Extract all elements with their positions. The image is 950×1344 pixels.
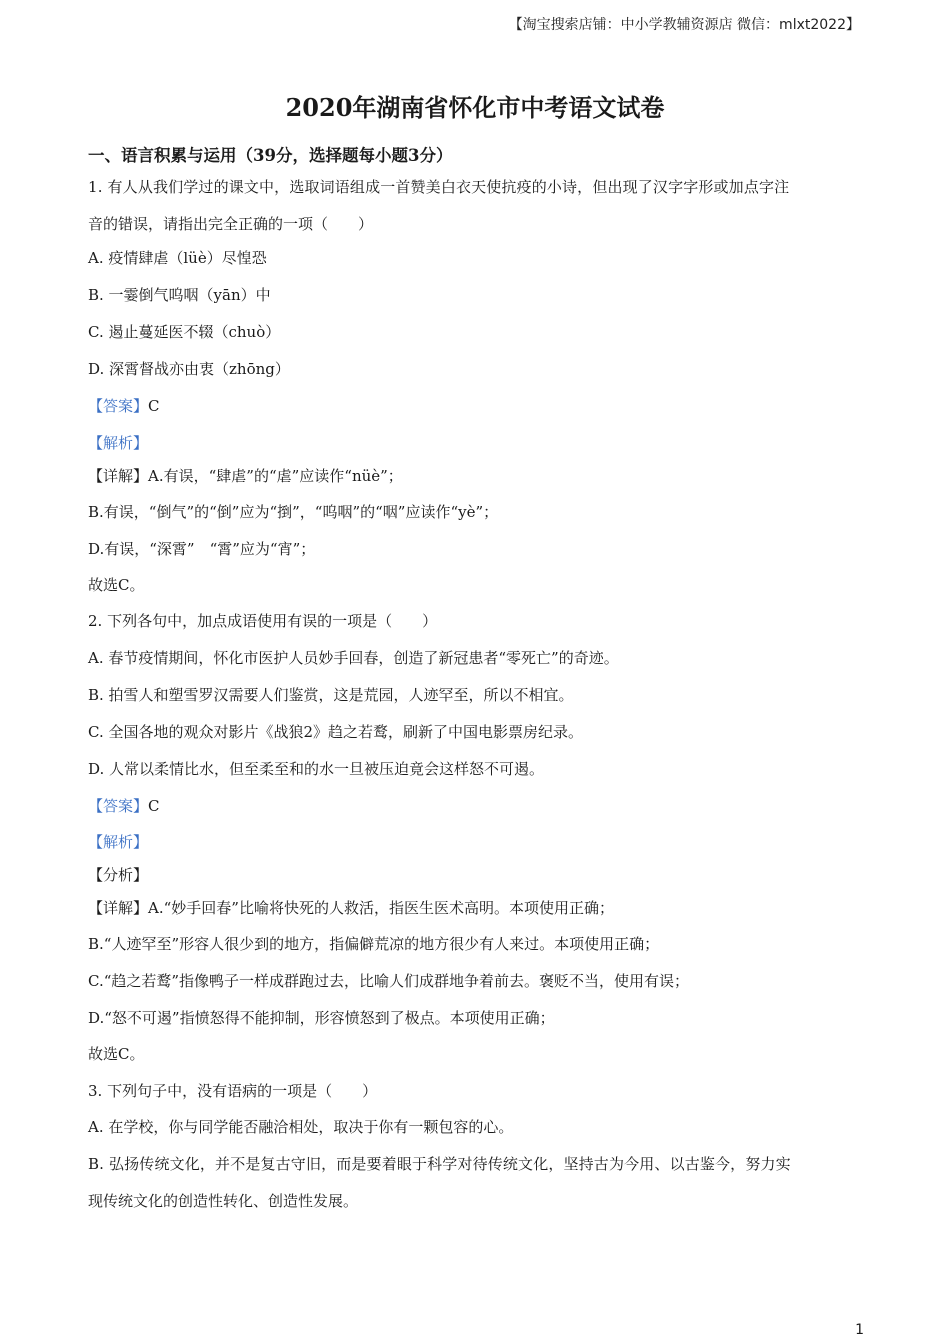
text-line: 【详解】A.有误，“肆虐”的“虐”应读作“nüè”； [88,467,403,485]
text-line: A. 疫情肆虐（lüè）尽惶恐 [88,249,267,267]
text-line: C. 遏止蔓延医不辍（chuò） [88,323,281,341]
text-line: 【详解】A.“妙手回春”比喻将快死的人救活，指医生医术高明。本项使用正确； [88,899,614,917]
exam-title: 2020年湖南省怀化市中考语文试卷 [285,93,665,122]
text-line: B. 拍雪人和塑雪罗汉需要人们鉴赏，这是荒园，人迹罕至，所以不相宜。 [88,686,574,704]
text-line: B. 一霎倒气呜咽（yān）中 [88,286,271,304]
answer-line: 【答案】C [88,797,160,815]
header-note: 【淘宝搜索店铺：中小学教辅资源店 微信：mlxt2022】 [508,17,860,33]
text-line: B. 弘扬传统文化，并不是复古守旧，而是要着眼于科学对待传统文化，坚持古为今用、以古鉴今，努力实 [88,1155,791,1173]
text-line: 故选C。 [88,1045,145,1063]
text-line: D.有误，“深霄” “霄”应为“宵”； [88,540,316,558]
text-line: 音的错误，请指出完全正确的一项（ ） [88,215,374,233]
page-number: 1 [855,1322,864,1338]
text-line: 3. 下列句子中，没有语病的一项是（ ） [88,1082,378,1100]
text-line: A. 在学校，你与同学能否融洽相处，取决于你有一颗包容的心。 [88,1118,514,1136]
text-line: C.“趋之若鹜”指像鸭子一样成群跑过去，比喻人们成群地争着前去。褒贬不当，使用有误； [88,972,690,990]
text-line: 【解析】 [88,833,149,851]
answer-line: 【答案】C [88,397,160,415]
text-line: 【分析】 [88,866,149,884]
text-line: 故选C。 [88,576,145,594]
text-line: D. 深霄督战亦由衷（zhōng） [88,360,290,378]
text-line: D.“怒不可遏”指愤怒得不能抑制，形容愤怒到了极点。本项使用正确； [88,1009,555,1027]
text-line: 【解析】 [88,434,149,452]
text-line: C. 全国各地的观众对影片《战狼2》趋之若鹜，刷新了中国电影票房纪录。 [88,723,584,741]
text-line: D. 人常以柔情比水，但至柔至和的水一旦被压迫竟会这样怒不可遏。 [88,760,545,778]
text-line: 1. 有人从我们学过的课文中，选取词语组成一首赞美白衣天使抗疫的小诗，但出现了汉字字形或加点字注 [88,178,790,196]
text-line: A. 春节疫情期间，怀化市医护人员妙手回春，创造了新冠患者“零死亡”的奇迹。 [88,649,619,667]
text-line: B.“人迹罕至”形容人很少到的地方，指偏僻荒凉的地方很少有人来过。本项使用正确； [88,935,660,953]
text-line: B.有误，“倒气”的“倒”应为“捯”，“呜咽”的“咽”应读作“yè”； [88,503,499,521]
text-line: 现传统文化的创造性转化、创造性发展。 [88,1192,359,1210]
section-heading: 一、语言积累与运用（39分，选择题每小题3分） [88,146,453,165]
text-line: 2. 下列各句中，加点成语使用有误的一项是（ ） [88,612,438,630]
